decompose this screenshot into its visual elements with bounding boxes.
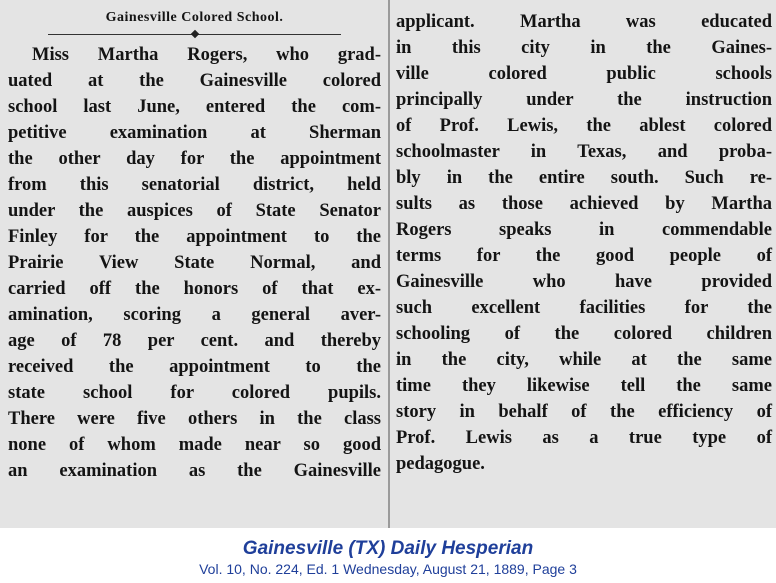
article-line: ville colored public schools [396, 64, 772, 84]
issue-info: Vol. 10, No. 224, Ed. 1 Wednesday, August 21, 1889, Page 3 [199, 561, 577, 577]
article-line: There were five others in the class [8, 409, 381, 429]
article-line: of Prof. Lewis, the ablest colored [396, 116, 772, 136]
article-line: story in behalf of the efficiency of [396, 402, 772, 422]
heading-ornament-rule [48, 30, 341, 38]
article-line: petitive examination at Sherman [8, 123, 381, 143]
article-line: in the city, while at the same [396, 350, 772, 370]
article-line: such excellent facilities for the [396, 298, 772, 318]
article-heading: Gainesville Colored School. [105, 10, 284, 25]
article-line: uated at the Gainesville colored [8, 71, 381, 91]
article-line: none of whom made near so good [8, 435, 381, 455]
article-line: under the auspices of State Senator [8, 201, 381, 221]
article-line: Miss Martha Rogers, who grad- [32, 45, 381, 65]
article-line: bly in the entire south. Such re- [396, 168, 772, 188]
article-column-right [390, 0, 776, 528]
article-line: the other day for the appointment [8, 149, 381, 169]
article-line: Gainesville who have provided [396, 272, 772, 292]
article-line: schooling of the colored children [396, 324, 772, 344]
article-line: amination, scoring a general aver- [8, 305, 381, 325]
article-line: received the appointment to the [8, 357, 381, 377]
article-line: applicant. Martha was educated [396, 12, 772, 32]
newspaper-title: Gainesville (TX) Daily Hesperian [242, 538, 534, 559]
ornament-diamond-icon [190, 30, 198, 38]
article-line: from this senatorial district, held [8, 175, 381, 195]
article-line: carried off the honors of that ex- [8, 279, 381, 299]
article-line: time they likewise tell the same [396, 376, 772, 396]
article-line: Prof. Lewis as a true type of [396, 428, 772, 448]
article-line: in this city in the Gaines- [396, 38, 772, 58]
article-line: principally under the instruction [396, 90, 772, 110]
citation-footer [0, 528, 776, 583]
article-line: pedagogue. [396, 454, 485, 474]
article-line: Prairie View State Normal, and [8, 253, 381, 273]
article-line: an examination as the Gainesville [8, 461, 381, 481]
article-line: school last June, entered the com- [8, 97, 381, 117]
article-line: schoolmaster in Texas, and proba- [396, 142, 772, 162]
article-line: Finley for the appointment to the [8, 227, 381, 247]
article-line: sults as those achieved by Martha [396, 194, 772, 214]
article-line: state school for colored pupils. [8, 383, 381, 403]
article-line: Rogers speaks in commendable [396, 220, 772, 240]
article-column-left [0, 0, 389, 528]
article-line: terms for the good people of [396, 246, 772, 266]
article-line: age of 78 per cent. and thereby [8, 331, 381, 351]
